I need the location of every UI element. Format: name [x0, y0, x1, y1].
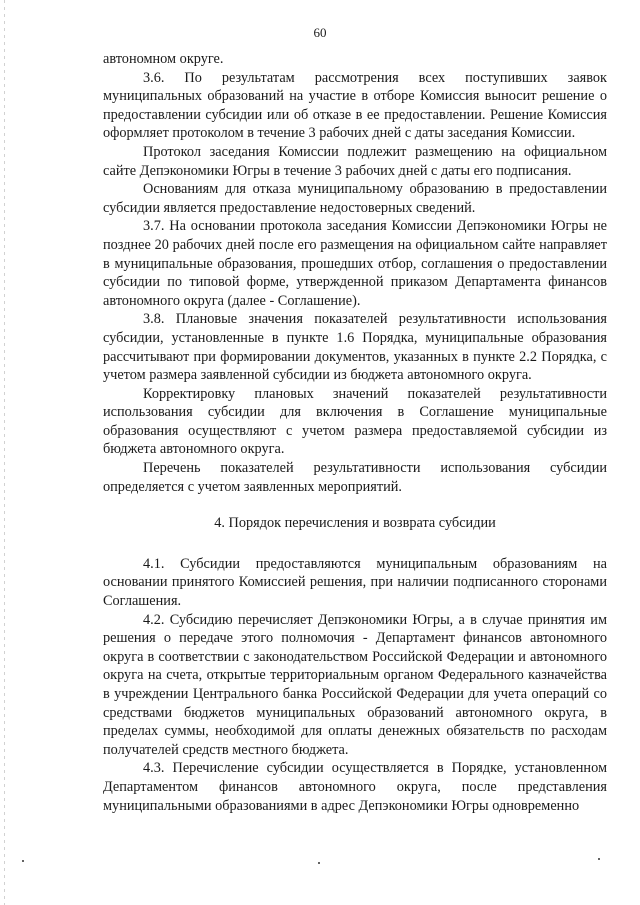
scan-edge-artifact — [4, 0, 5, 905]
scan-speck — [598, 858, 600, 860]
paragraph-4-1: 4.1. Субсидии предоставляются муниципальным образованиям на основании принятого Комиссией решения, при наличии подписанного сторонами Соглашения. — [103, 555, 607, 610]
paragraph-correction: Корректировку плановых значений показателей результативности использования субсидии для включения в Соглашение муниципальные образования осуществляют с учетом размера предоставляемой субсидии из бюджета автономного округа. — [103, 385, 607, 458]
page-number: 60 — [313, 25, 327, 40]
scan-speck — [318, 862, 320, 864]
paragraph-indicators-list: Перечень показателей результативности использования субсидии определяется с учетом заявленных мероприятий. — [103, 460, 607, 495]
paragraph-4-3: 4.3. Перечисление субсидии осуществляется в Порядке, установленном Департаментом финансов автономного округа, после представления муниципальными образованиями в адрес Депэкономики Югры одновременно — [103, 760, 607, 814]
paragraph-3-6: 3.6. По результатам рассмотрения всех поступивших заявок муниципальных образований на участие в отборе Комиссия выносит решение о предоставлении субсидии или об отказе в ее предоставлении. Решение Комиссия оформляет протоколом в течение 3 рабочих дней с даты заседания Комиссии. — [103, 69, 607, 142]
scan-speck — [22, 860, 24, 862]
paragraph-refusal-grounds: Основаниям для отказа муниципальному образованию в предоставлении субсидии является предоставление недостоверных сведений. — [103, 181, 607, 216]
paragraph-protocol: Протокол заседания Комиссии подлежит размещению на официальном сайте Депэкономики Югры в течение 3 рабочих дней с даты его подписания. — [103, 143, 607, 179]
paragraph-continuation: автономном округе. — [103, 51, 224, 67]
paragraph-3-8: 3.8. Плановые значения показателей результативности использования субсидии, установленные в пункте 1.6 Порядка, муниципальные образования рассчитывают при формировании документов, указанных в пункте 2.2 Порядка, с учетом размера заявленной субсидии из бюджета автономного округа. — [103, 311, 607, 384]
paragraph-4-2: 4.2. Субсидию перечисляет Депэкономики Югры, а в случае принятия им решения о передаче этого полномочия - Департамент финансов автономного округа в соответствии с законодательством Российской Федерации и автономного округа на счета, открытые территориальным органом Федерального казначейства в учреждении Центрального банка Российской Федерации для учета операций со средствами бюджетов муниципальных образований автономного округа, в пределах суммы, необходимой для оплаты денежных обязательств по расходам получателей средств местного бюджета. — [103, 611, 607, 758]
paragraph-3-7: 3.7. На основании протокола заседания Комиссии Депэкономики Югры не позднее 20 рабочих дней после его размещения на официальном сайте направляет в муниципальные образования, прошедших отбор, соглашения о предоставлении субсидии по типовой форме, утвержденной приказом Департамента финансов автономного округа (далее - Соглашение). — [103, 218, 607, 309]
document-body — [103, 50, 607, 815]
section-heading: 4. Порядок перечисления и возврата субсидии — [214, 515, 496, 532]
